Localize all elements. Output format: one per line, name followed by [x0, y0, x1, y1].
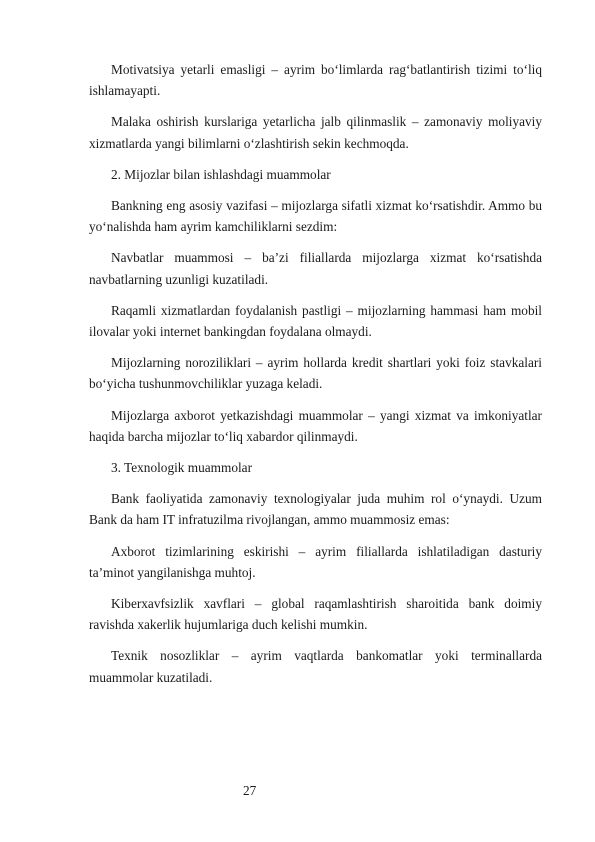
- section-heading-clients: 2. Mijozlar bilan ishlashdagi muammolar: [111, 166, 331, 182]
- paragraph-cybersecurity: Kiberxavfsizlik xavflari – global raqamlashtirish sharoitida bank doimiy ravishda xakerlik hujumlariga duch kelishi mumkin.: [89, 596, 542, 633]
- paragraph-outdated-systems: Axborot tizimlarining eskirishi – ayrim filiallarda ishlatiladigan dasturiy ta’minot yangilanishga muhtoj.: [89, 543, 542, 580]
- paragraph-client-service: Bankning eng asosiy vazifasi – mijozlarga sifatli xizmat ko‘rsatishdir. Ammo bu yo‘nalishda ham ayrim kamchiliklarni sezdim:: [89, 198, 542, 235]
- paragraph-training: Malaka oshirish kurslariga yetarlicha jalb qilinmaslik – zamonaviy moliyaviy xizmatlarda yangi bilimlarni o‘zlashtirish sekin kechmoqda.: [89, 114, 542, 151]
- page-number: 27: [243, 783, 257, 798]
- paragraph-information: Mijozlarga axborot yetkazishdagi muammolar – yangi xizmat va imkoniyatlar haqida barcha mijozlar to‘liq xabardor qilinmaydi.: [89, 407, 542, 444]
- paragraph-technical-faults: Texnik nosozliklar – ayrim vaqtlarda bankomatlar yoki terminallarda muammolar kuzatiladi.: [89, 648, 542, 685]
- page-body: [89, 59, 542, 698]
- paragraph-technology-role: Bank faoliyatida zamonaviy texnologiyalar juda muhim rol o‘ynaydi. Uzum Bank da ham IT infratuzilma rivojlangan, ammo muammosiz emas:: [89, 491, 542, 528]
- paragraph-queues: Navbatlar muammosi – ba’zi filiallarda mijozlarga xizmat ko‘rsatishda navbatlarning uzunligi kuzatiladi.: [89, 250, 542, 287]
- paragraph-motivation: Motivatsiya yetarli emasligi – ayrim bo‘limlarda rag‘batlantirish tizimi to‘liq ishlamayapti.: [89, 62, 542, 99]
- paragraph-complaints: Mijozlarning noroziliklari – ayrim hollarda kredit shartlari yoki foiz stavkalari bo‘yicha tushunmovchiliklar yuzaga keladi.: [89, 355, 542, 392]
- section-heading-technology: 3. Texnologik muammolar: [111, 460, 253, 476]
- paragraph-digital-services: Raqamli xizmatlardan foydalanish pastligi – mijozlarning hammasi ham mobil ilovalar yoki internet bankingdan foydalana olmaydi.: [89, 302, 542, 340]
